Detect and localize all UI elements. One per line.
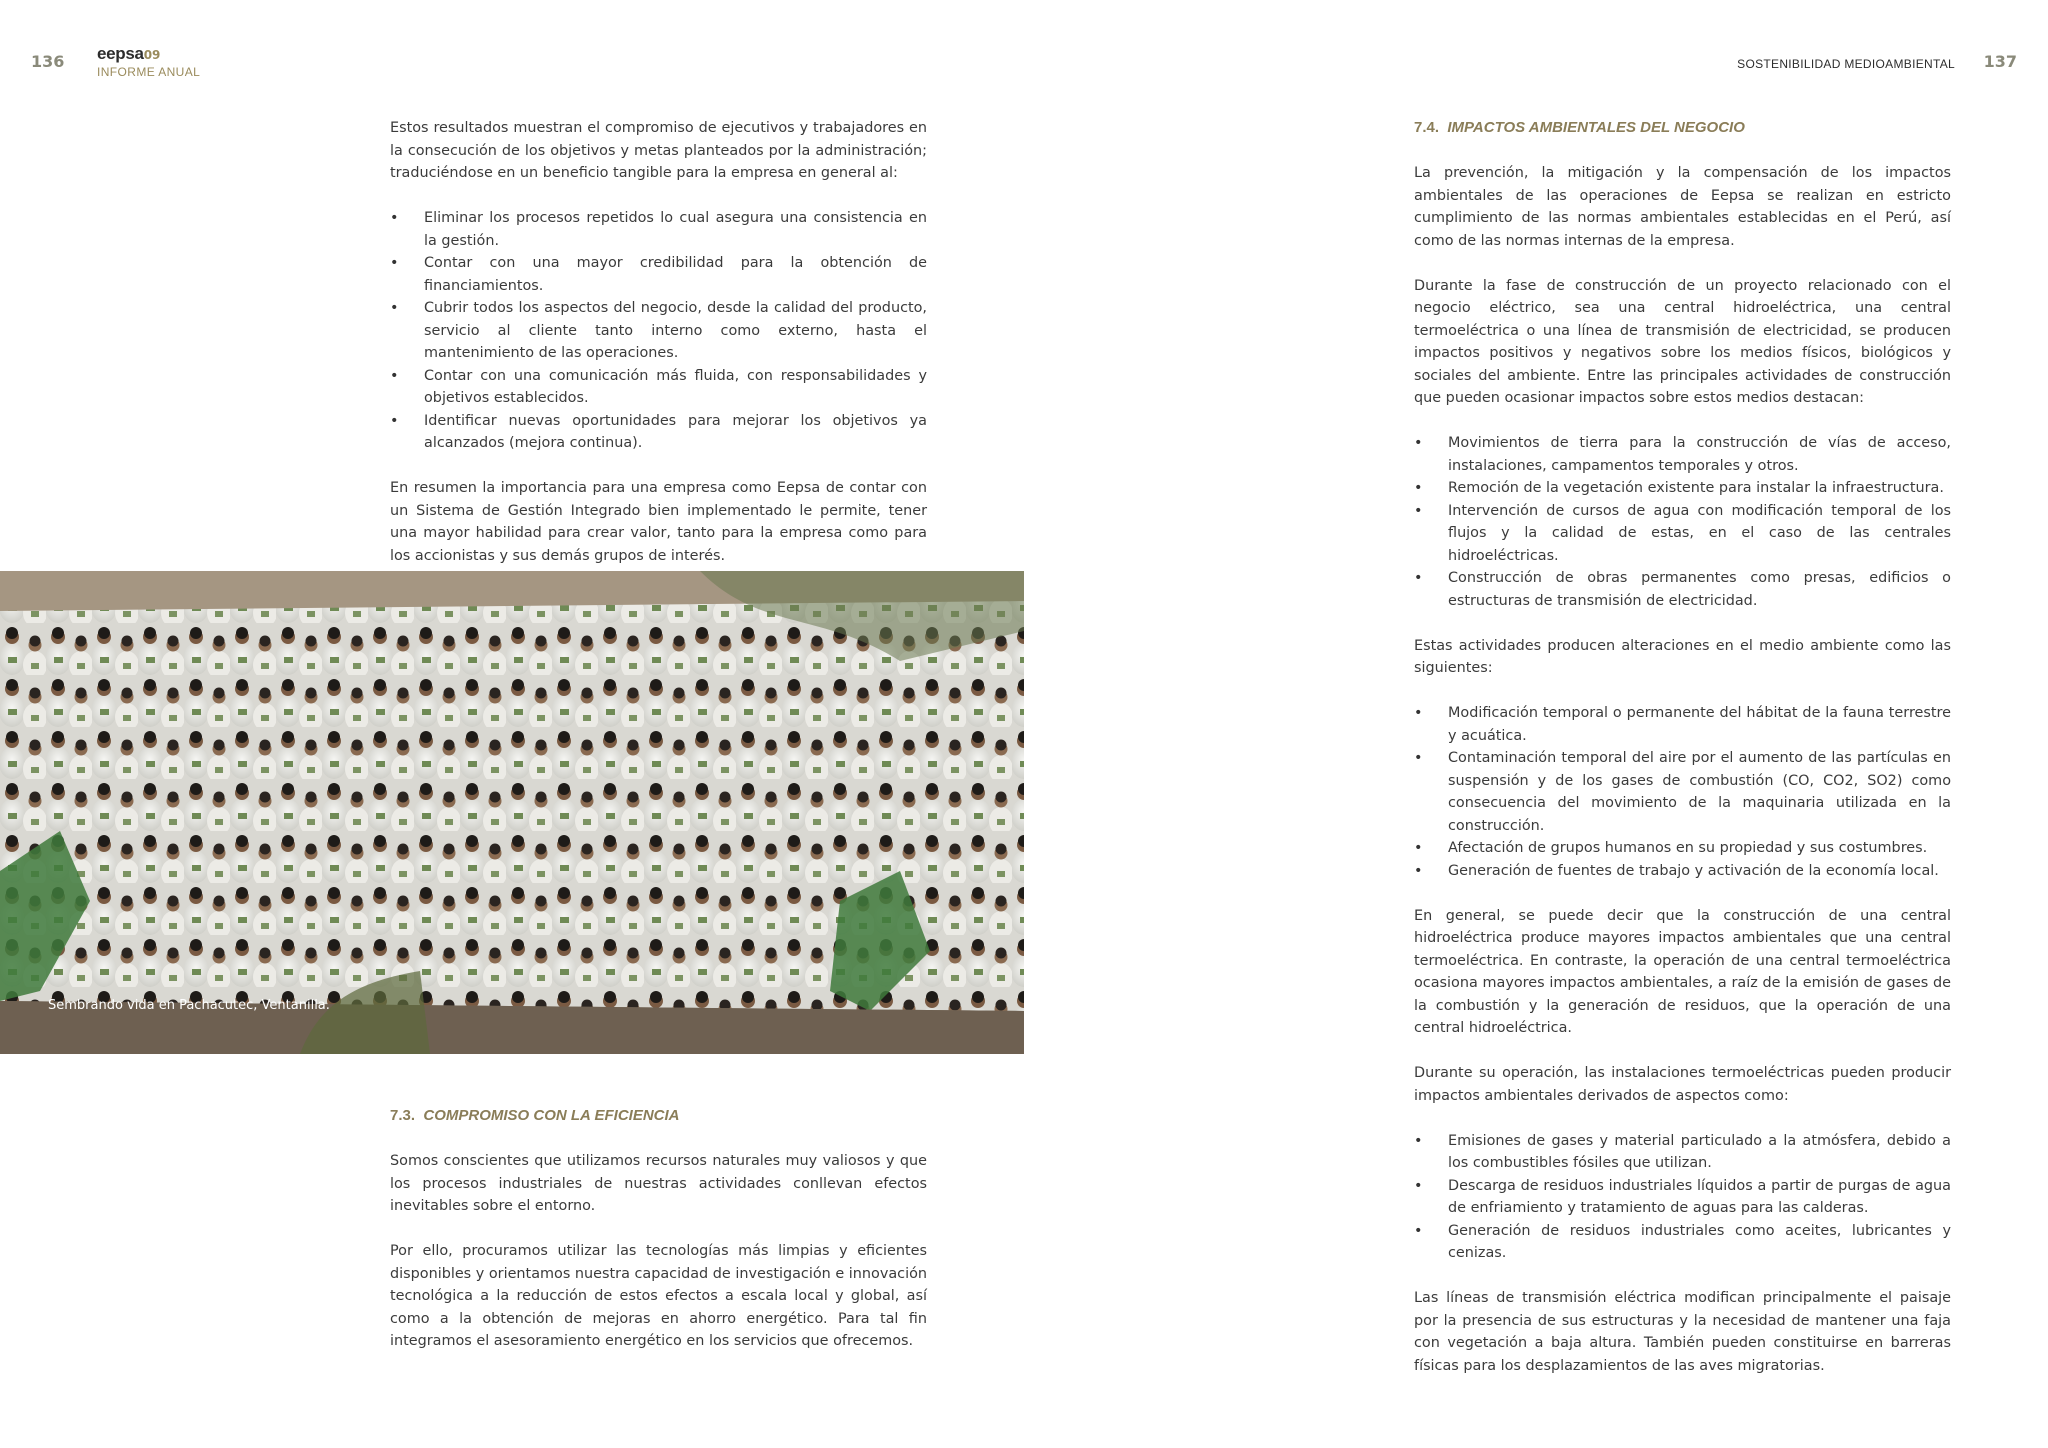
list-item: • Contar con una mayor credibilidad para la obtención de financiamientos. (390, 252, 927, 297)
section-heading: 7.4. IMPACTOS AMBIENTALES DEL NEGOCIO (1414, 119, 1745, 136)
section-heading: 7.3. COMPROMISO CON LA EFICIENCIA (390, 1107, 680, 1124)
right-page-number: 137 (1983, 52, 2017, 71)
paragraph: Por ello, procuramos utilizar las tecnologías más limpias y eficientes disponibles y orientamos nuestra capacidad de investigación e innovación tecnológica a la reducción de estos efectos a escala local y global, así como a la obtención de mejoras en ahorro energético. Para tal fin integramos el asesoramiento energético en los servicios que ofrecemos. (390, 1243, 927, 1349)
left-column-top (390, 117, 927, 590)
construction-activities-list (1414, 432, 1951, 612)
list-item: • Movimientos de tierra para la construcción de vías de acceso, instalaciones, campamentos temporales y otros. (1414, 432, 1951, 477)
crowd-photo (0, 571, 1024, 1054)
section-label: SOSTENIBILIDAD MEDIOAMBIENTAL (1737, 57, 1955, 71)
list-item: • Remoción de la vegetación existente para instalar la infraestructura. (1414, 477, 1951, 500)
list-item: • Cubrir todos los aspectos del negocio, desde la calidad del producto, servicio al cliente tanto interno como externo, hasta el mantenimiento de las operaciones. (390, 297, 927, 365)
photo-caption: Sembrando vida en Pachacutec, Ventanilla. (48, 998, 330, 1013)
list-item: • Afectación de grupos humanos en su propiedad y sus costumbres. (1414, 837, 1951, 860)
brand-subtitle: INFORME ANUAL (97, 65, 201, 79)
paragraph: Durante su operación, las instalaciones termoeléctricas pueden producir impactos ambientales derivados de aspectos como: (1414, 1065, 1951, 1104)
list-item: • Contaminación temporal del aire por el aumento de las partículas en suspensión y de los gases de combustión (CO, CO2, SO2) como consecuencia del movimiento de la maquinaria utilizada en la construcción. (1414, 747, 1951, 837)
list-item: • Construcción de obras permanentes como presas, edificios o estructuras de transmisión de electricidad. (1414, 567, 1951, 612)
list-item: • Modificación temporal o permanente del hábitat de la fauna terrestre y acuática. (1414, 702, 1951, 747)
brand-block (97, 44, 200, 79)
list-item: • Generación de residuos industriales como aceites, lubricantes y cenizas. (1414, 1220, 1951, 1265)
list-item: • Intervención de cursos de agua con modificación temporal de los flujos y la calidad de estas, en el caso de las centrales hidroeléctricas. (1414, 500, 1951, 568)
summary-paragraph: En resumen la importancia para una empresa como Eepsa de contar con un Sistema de Gestión Integrado bien implementado le permite, tener una mayor habilidad para crear valor, tanto para la empresa como para los accionistas y sus demás grupos de interés. (390, 480, 927, 564)
list-item: • Emisiones de gases y material particulado a la atmósfera, debido a los combustibles fósiles que utilizan. (1414, 1130, 1951, 1175)
paragraph: La prevención, la mitigación y la compensación de los impactos ambientales de las operaciones de Eepsa se realizan en estricto cumplimiento de las normas ambientales establecidas en el Perú, así como de las normas internas de la empresa. (1414, 165, 1951, 249)
list-item: • Contar con una comunicación más fluida, con responsabilidades y objetivos establecidos. (390, 365, 927, 410)
alterations-list (1414, 702, 1951, 882)
paragraph: Estas actividades producen alteraciones en el medio ambiente como las siguientes: (1414, 637, 1951, 676)
intro-paragraph: Estos resultados muestran el compromiso de ejecutivos y trabajadores en la consecución de los objetivos y metas planteados por la administración; traduciéndose en un beneficio tangible para la empresa en general al: (390, 120, 927, 181)
left-page-number: 136 (31, 52, 65, 71)
list-item: • Descarga de residuos industriales líquidos a partir de purgas de agua de enfriamiento y tratamiento de aguas para las calderas. (1414, 1175, 1951, 1220)
list-item: • Eliminar los procesos repetidos lo cual asegura una consistencia en la gestión. (390, 207, 927, 252)
operation-aspects-list (1414, 1130, 1951, 1265)
paragraph: Somos conscientes que utilizamos recursos naturales muy valiosos y que los procesos industriales de nuestras actividades conllevan efectos inevitables sobre el entorno. (390, 1153, 927, 1214)
crowd-photo-illustration (0, 571, 1024, 1054)
section-7-3 (390, 1105, 927, 1375)
benefits-list (390, 207, 927, 455)
paragraph: Durante la fase de construcción de un proyecto relacionado con el negocio eléctrico, sea una central hidroeléctrica, una central termoeléctrica o una línea de transmisión de electricidad, se producen impactos positivos y negativos sobre los medios físicos, biológicos y sociales del ambiente. Entre las principales actividades de construcción que pueden ocasionar impactos sobre estos medios destacan: (1414, 277, 1951, 406)
section-7-4 (1414, 117, 1951, 1400)
paragraph: Las líneas de transmisión eléctrica modifican principalmente el paisaje por la presencia de sus estructuras y la necesidad de mantener una faja con vegetación a baja altura. También pueden constituirse en barreras físicas para los desplazamientos de las aves migratorias. (1414, 1290, 1951, 1374)
brand-logo: eepsa09 (97, 44, 161, 63)
list-item: • Identificar nuevas oportunidades para mejorar los objetivos ya alcanzados (mejora continua). (390, 410, 927, 455)
list-item: • Generación de fuentes de trabajo y activación de la economía local. (1414, 860, 1951, 883)
paragraph: En general, se puede decir que la construcción de una central hidroeléctrica produce mayores impactos ambientales que una central termoeléctrica. En contraste, la operación de una central termoeléctrica ocasiona mayores impactos ambientales, a raíz de la emisión de gases de la combustión y la generación de residuos, que la operación de una central hidroeléctrica. (1414, 907, 1951, 1036)
